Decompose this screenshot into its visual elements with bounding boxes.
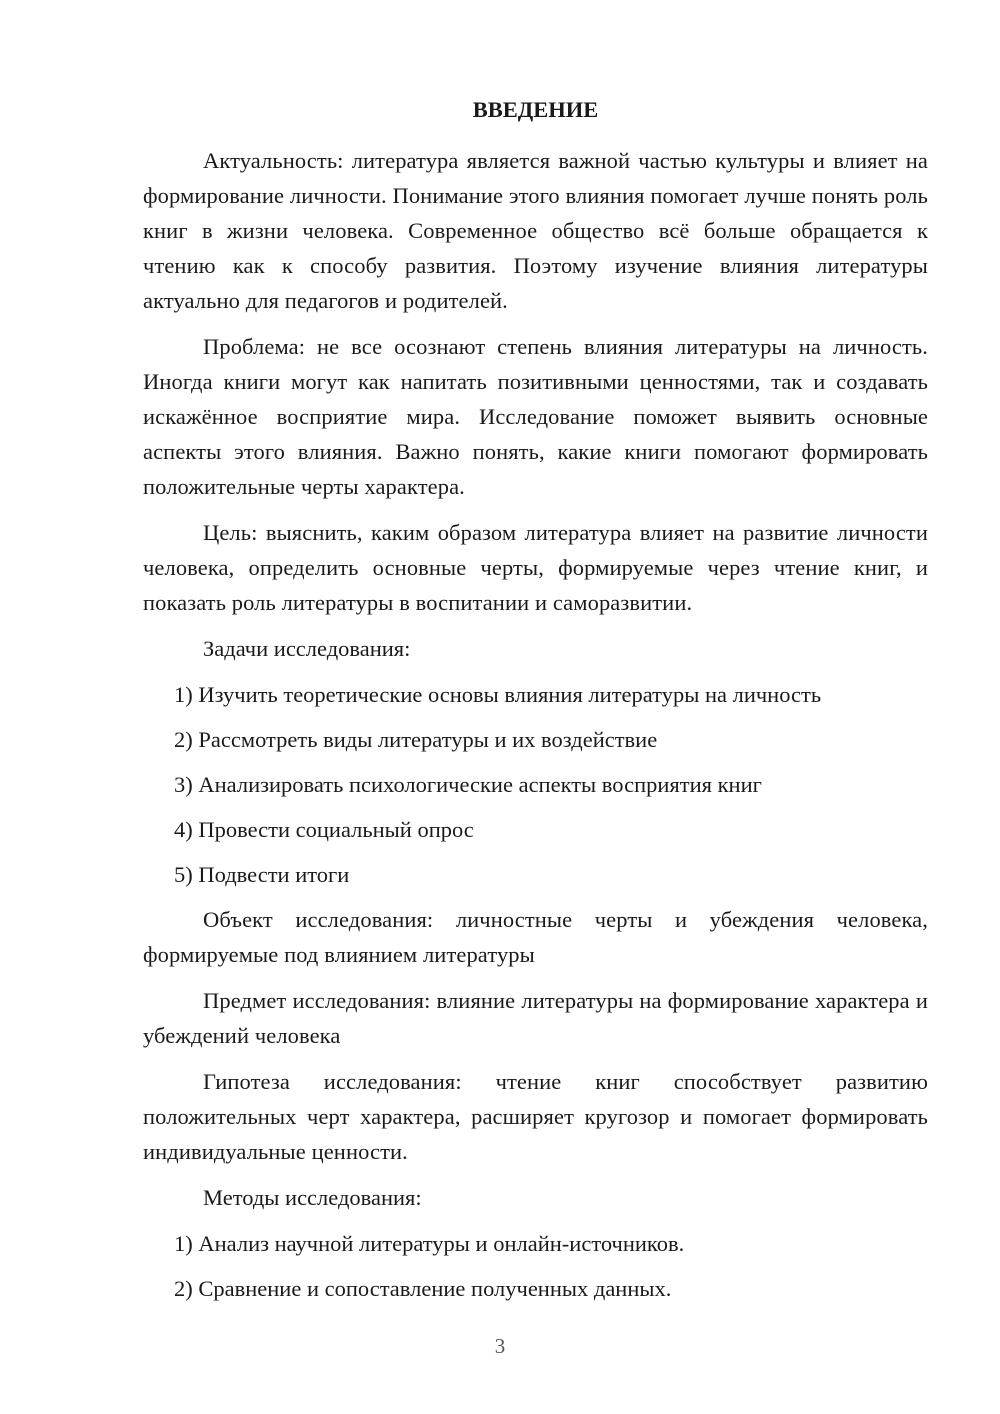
document-page (143, 94, 928, 1316)
list-item: 1) Изучить теоретические основы влияния литературы на личность (174, 682, 822, 707)
list-item: 4) Провести социальный опрос (174, 817, 474, 842)
paragraph-subject: Предмет исследования: влияние литературы на формирование характера и убеждений человека (143, 988, 928, 1048)
list-item: 1) Анализ научной литературы и онлайн-источников. (174, 1231, 685, 1256)
list-item: 2) Сравнение и сопоставление полученных данных. (174, 1276, 672, 1301)
tasks-list (143, 677, 928, 892)
paragraph-goal: Цель: выяснить, каким образом литература влияет на развитие личности человека, определить основные черты, формируемые через чтение книг, и показать роль литературы в воспитании и саморазвитии. (143, 520, 928, 615)
paragraph-hypothesis: Гипотеза исследования: чтение книг способствует развитию положительных черт характера, расширяет кругозор и помогает формировать индивидуальные ценности. (143, 1069, 928, 1164)
paragraph-problem: Проблема: не все осознают степень влияния литературы на личность. Иногда книги могут как напитать позитивными ценностями, так и создавать искажённое восприятие мира. Исследование поможет выявить основные аспекты этого влияния. Важно понять, какие книги помогают формировать положительные черты характера. (143, 334, 928, 499)
list-item: 2) Рассмотреть виды литературы и их воздействие (174, 727, 658, 752)
paragraph-relevance: Актуальность: литература является важной частью культуры и влияет на формирование личности. Понимание этого влияния помогает лучше понять роль книг в жизни человека. Современное общество всё больше обращается к чтению как к способу развития. Поэтому изучение влияния литературы актуально для педагогов и родителей. (143, 148, 928, 313)
paragraph-object: Объект исследования: личностные черты и убеждения человека, формируемые под влиянием литературы (143, 907, 928, 967)
methods-heading: Методы исследования: (203, 1185, 422, 1210)
tasks-heading: Задачи исследования: (203, 636, 411, 661)
page-number: 3 (494, 1334, 506, 1358)
section-title: ВВЕДЕНИЕ (472, 97, 599, 122)
list-item: 5) Подвести итоги (174, 862, 350, 887)
list-item: 3) Анализировать психологические аспекты восприятия книг (174, 772, 762, 797)
methods-list (143, 1226, 928, 1306)
